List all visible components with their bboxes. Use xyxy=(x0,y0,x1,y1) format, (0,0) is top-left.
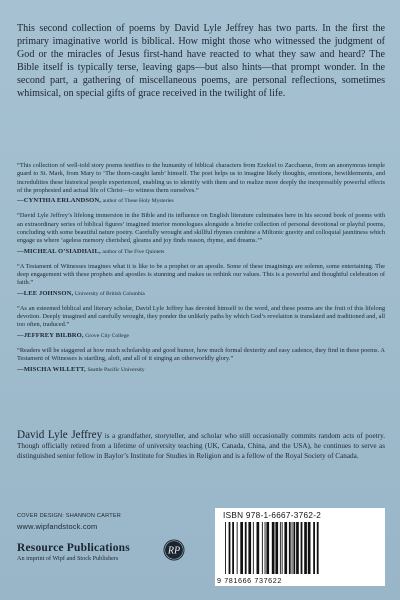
intro-paragraph: This second collection of poems by David Lyle Jeffrey has two parts. In the first the primary imaginative world is biblical. How might those who witnessed the judgment of God or the miracles of Jesus first-hand have reacted to what they saw and heard? The Bible itself is typically terse, leaving gaps—but also hints—that prompt wonder. In the second part, a gathering of miscellaneous poems, are personal reflections, sometimes whimsical, on special gifts of grace received in the twilight of life. xyxy=(17,23,385,100)
author-bio-text: is a grandfather, storyteller, and scholar who still occasionally commits random acts of poetry. Though officially retired from a lifetime of university teaching (UK, Canada, China, and the USA), he continues to serve as distinguished senior fellow in Baylor’s Institute for Studies in Religion and is a fellow of the Royal Society of Canada. xyxy=(17,432,385,460)
endorsement-text: “A Testament of Witnesses imagines what it is like to be a prophet or an apostle. Some of these imaginings are solemn, some entertaining. The deep engagement with these prophets and apostles is stunning and makes us rethink our values. This is a powerful and thoughtful celebration of faith.” xyxy=(17,262,385,287)
barcode-bar xyxy=(304,522,307,574)
endorsements xyxy=(17,162,385,381)
barcode-bar xyxy=(280,522,281,574)
barcode-bar xyxy=(232,522,234,574)
endorsement-attribution xyxy=(17,365,385,375)
barcode-bar xyxy=(275,522,278,574)
endorser-name: —MICHEAL O’SIADHAIL, xyxy=(17,247,101,255)
barcode-bar xyxy=(265,522,266,574)
barcode-bar xyxy=(225,522,226,574)
publisher-logo-icon xyxy=(163,539,185,561)
barcode-digits: 9 781666 737622 xyxy=(217,576,282,585)
barcode-icon xyxy=(221,522,379,576)
barcode-bar xyxy=(257,522,260,574)
endorser-name: —JEFFREY BILBRO, xyxy=(17,331,84,339)
endorser-affiliation: Seattle Pacific University xyxy=(87,366,145,373)
publisher-imprint: An imprint of Wipf and Stock Publishers xyxy=(17,555,119,562)
endorsement-attribution xyxy=(17,196,385,206)
publisher-logo-text: RP xyxy=(167,545,181,557)
endorser-affiliation: author of These Holy Mysteries xyxy=(102,198,174,205)
endorsement-attribution xyxy=(17,247,385,257)
author-name: David Lyle Jeffrey xyxy=(17,429,103,441)
barcode-bar xyxy=(296,522,299,574)
barcode-bar xyxy=(282,522,283,574)
barcode-bar xyxy=(229,522,231,574)
barcode-bar xyxy=(289,522,291,574)
barcode-bar xyxy=(240,522,243,574)
barcode-bar xyxy=(292,522,293,574)
author-bio xyxy=(17,430,385,461)
publisher-name: Resource Publications xyxy=(17,542,130,554)
barcode-bar xyxy=(284,522,287,574)
endorsement-text: “As an esteemed biblical and literary scholar, David Lyle Jeffrey has devoted himself to the word, and these poems are the fruit of this lifelong devotion. Deeply imagined and carefully wrought, they ponder the unlikely paths by which God’s revelation is translated and traditioned and, all too often, traduced.” xyxy=(17,304,385,329)
publisher-website-link[interactable]: www.wipfandstock.com xyxy=(17,522,98,531)
barcode-bar xyxy=(253,522,254,574)
endorser-name: —CYNTHIA ERLANDSON, xyxy=(17,197,101,205)
endorsement-text: “Readers will be staggered at how much scholarship and good humor, how much formal dexterity and easy cadence, they find in these poems. A Testament of Witnesses is startling, aloft, and all of it singing an otherworldly glory.” xyxy=(17,346,385,363)
endorser-affiliation: University of British Columbia xyxy=(74,290,145,297)
endorsement xyxy=(17,162,385,206)
barcode-bar xyxy=(262,522,263,574)
endorsement-text: “This collection of well-told story poems testifies to the humanity of biblical characters from Ezekiel to Zacchaeus, from an anonymous temple guard to St. Mark, from Mary to ‘The thorn-caught lamb’ himself. The poet helps us to imagine likely thoughts, emotions, bewilderments, and incredulities these historical people experienced, enabling us to identify with them and to realize more deeply the inexpressibly powerful effects of the prophesied and actual life of Christ—to witness them ourselves.” xyxy=(17,162,385,195)
endorser-affiliation: Grove City College xyxy=(85,332,130,339)
barcode-bar xyxy=(248,522,251,574)
endorsement-attribution xyxy=(17,289,385,299)
endorsement xyxy=(17,263,385,299)
isbn-barcode xyxy=(215,508,385,586)
endorser-name: —MISCHA WILLETT, xyxy=(17,365,86,373)
barcode-bar xyxy=(308,522,311,574)
endorsement xyxy=(17,305,385,341)
endorsement xyxy=(17,347,385,375)
endorsement-attribution xyxy=(17,331,385,341)
credits xyxy=(17,513,217,531)
endorsement xyxy=(17,212,385,256)
cover-design-credit: COVER DESIGN: SHANNON CARTER xyxy=(17,513,122,519)
barcode-bar xyxy=(301,522,303,574)
barcode-bar xyxy=(313,522,315,574)
isbn-number: ISBN 978-1-6667-3762-2 xyxy=(223,511,322,520)
barcode-bar xyxy=(272,522,275,574)
barcode-bar xyxy=(317,522,319,574)
barcode-bar xyxy=(245,522,247,574)
endorsement-text: “David Lyle Jeffrey’s lifelong immersion in the Bible and its influence on English literature culminates here in his second book of poems with an extraordinary series of biblical figures’ imagined interior monologues alongside a briefer collection of personal devotional or playful poems, concluding with some beautiful nature poetry. Carefully wrought and skillful rhymes combine a Miltonic gravity and colloquial jauntiness which engage us where ‘ageless memory cherished, gleams and joy finds reason, rhyme, and dreams.’” xyxy=(17,212,385,245)
barcode-bar xyxy=(237,522,238,574)
endorser-name: —LEE JOHNSON, xyxy=(17,289,74,297)
publisher-block xyxy=(17,542,217,562)
barcode-bar xyxy=(293,522,295,574)
endorser-affiliation: author of The Five Quintets xyxy=(102,248,165,255)
barcode-bar xyxy=(266,522,269,574)
